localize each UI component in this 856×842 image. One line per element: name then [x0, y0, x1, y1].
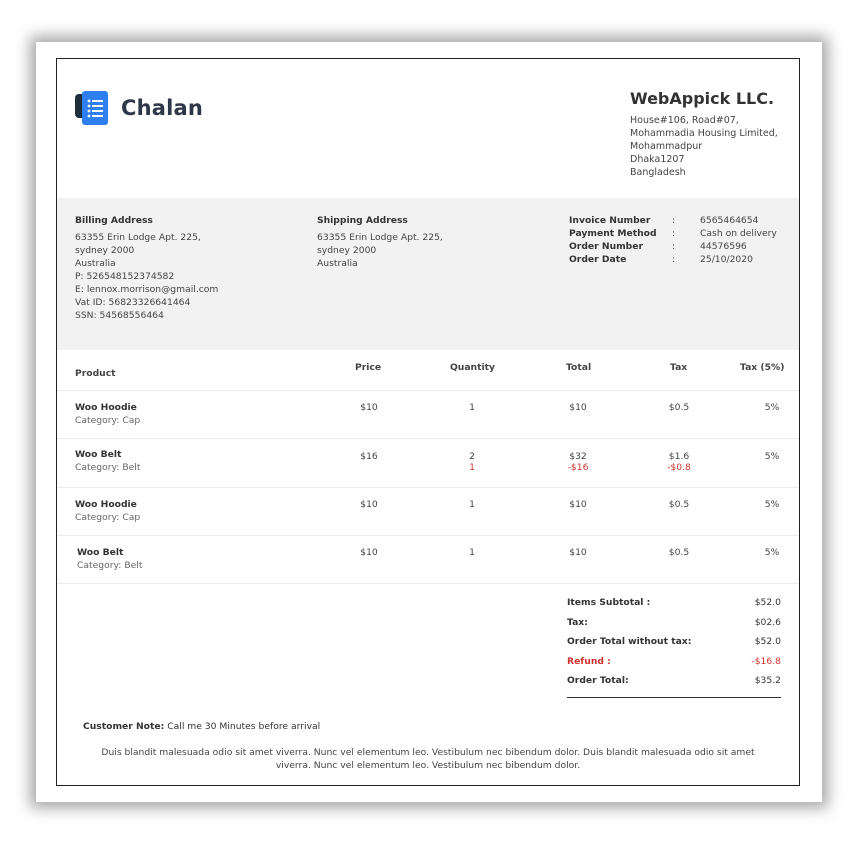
tax-pct-cell: 5%	[764, 547, 780, 558]
tax-refund: -$0.8	[667, 462, 691, 473]
totals-label: Tax:	[567, 616, 588, 628]
total-cell: $10	[569, 547, 587, 558]
meta-colon: :	[672, 215, 676, 226]
header-price: Price	[355, 362, 382, 373]
meta-invoice-number	[569, 214, 800, 227]
meta-colon: :	[672, 254, 676, 265]
product-category: Category: Cap	[75, 512, 141, 523]
product-cell	[75, 449, 140, 473]
totals-block	[567, 597, 781, 698]
billing-email: E: lennox.morrison@gmail.com	[75, 284, 219, 295]
meta-value: Cash on delivery	[700, 228, 777, 239]
price-cell: $10	[360, 547, 378, 558]
quantity-cell: 1	[469, 547, 475, 558]
price-cell: $10	[360, 499, 378, 510]
invoice-page	[56, 58, 800, 786]
meta-label: Order Number	[569, 241, 644, 252]
totals-value: $02.6	[754, 616, 781, 628]
customer-note	[83, 721, 320, 732]
meta-colon: :	[672, 228, 676, 239]
meta-order-number	[569, 240, 800, 253]
meta-payment-method	[569, 227, 800, 240]
company-address-line: House#106, Road#07,	[630, 115, 739, 126]
billing-line: 63355 Erin Lodge Apt. 225,	[75, 232, 201, 243]
meta-label: Order Date	[569, 254, 627, 265]
tax-value: $1.6	[668, 451, 690, 462]
meta-label: Payment Method	[569, 228, 657, 239]
meta-label: Invoice Number	[569, 215, 651, 226]
company-address-line: Mohammadia Housing Limited,	[630, 128, 778, 139]
customer-note-label: Customer Note:	[83, 721, 165, 732]
tax-cell: $0.5	[668, 547, 690, 558]
meta-value: 6565464654	[700, 215, 759, 226]
header-total: Total	[566, 362, 592, 373]
total-without-tax-row	[567, 636, 781, 656]
header-tax: Tax	[670, 362, 688, 373]
billing-phone: P: 526548152374582	[75, 271, 175, 282]
table-header	[57, 350, 799, 391]
quantity-cell: 1	[469, 499, 475, 510]
totals-value: $52.0	[754, 636, 781, 647]
totals-label: Order Total:	[567, 675, 629, 686]
subtotal-row	[567, 597, 781, 617]
total-value: $32	[569, 451, 587, 462]
billing-vat: Vat ID: 56823326641464	[75, 297, 191, 308]
price-cell: $10	[360, 402, 378, 413]
company-address-line: Bangladesh	[630, 167, 686, 178]
tax-cell: $0.5	[668, 499, 690, 510]
meta-value: 44576596	[700, 241, 747, 252]
totals-label: Order Total without tax:	[567, 636, 692, 647]
header-quantity: Quantity	[450, 362, 496, 373]
brand-logo	[75, 91, 203, 125]
shipping-line: Australia	[317, 258, 358, 269]
refund-row	[567, 656, 781, 676]
table-row	[57, 535, 799, 584]
order-meta	[569, 214, 800, 266]
totals-divider	[567, 697, 781, 698]
shipping-line: 63355 Erin Lodge Apt. 225,	[317, 232, 443, 243]
customer-note-text: Call me 30 Minutes before arrival	[167, 721, 321, 732]
shipping-title: Shipping Address	[317, 215, 408, 226]
tax-pct-cell: 5%	[764, 402, 780, 413]
totals-value: $35.2	[754, 675, 781, 686]
product-name: Woo Hoodie	[75, 402, 137, 413]
tax-cell	[659, 451, 699, 473]
product-name: Woo Belt	[75, 449, 122, 460]
product-cell	[77, 547, 142, 571]
billing-line: sydney 2000	[75, 245, 135, 256]
product-category: Category: Belt	[77, 560, 143, 571]
total-cell	[558, 451, 598, 473]
product-category: Category: Cap	[75, 415, 141, 426]
brand-name: Chalan	[121, 96, 204, 120]
info-band	[57, 198, 799, 350]
meta-colon: :	[672, 241, 676, 252]
tax-pct-cell: 5%	[764, 451, 780, 462]
company-address-line: Dhaka1207	[630, 154, 685, 165]
totals-label: Refund :	[567, 655, 611, 667]
table-row	[57, 438, 799, 488]
receipt-icon	[75, 91, 113, 125]
shipping-line: sydney 2000	[317, 245, 377, 256]
meta-order-date	[569, 253, 800, 266]
billing-line: Australia	[75, 258, 116, 269]
company-name: WebAppick LLC.	[630, 89, 775, 108]
billing-address	[75, 214, 275, 322]
total-cell: $10	[569, 402, 587, 413]
shipping-address	[317, 214, 517, 270]
product-cell	[75, 499, 140, 523]
price-cell: $16	[360, 451, 378, 462]
table-row	[57, 487, 799, 536]
tax-cell: $0.5	[668, 402, 690, 413]
totals-value: $52.0	[754, 597, 781, 608]
company-address-line: Mohammadpur	[630, 141, 703, 152]
product-name: Woo Belt	[77, 547, 124, 558]
product-name: Woo Hoodie	[75, 499, 137, 510]
billing-title: Billing Address	[75, 215, 153, 226]
quantity-value: 2	[469, 451, 475, 462]
product-category: Category: Belt	[75, 462, 141, 473]
total-cell: $10	[569, 499, 587, 510]
company-block	[630, 89, 795, 179]
quantity-cell	[457, 451, 487, 473]
billing-ssn: SSN: 54568556464	[75, 310, 164, 321]
header-tax-pct: Tax (5%)	[740, 362, 785, 373]
header-product: Product	[75, 368, 116, 379]
quantity-cell: 1	[469, 402, 475, 413]
meta-value: 25/10/2020	[700, 254, 753, 265]
tax-row	[567, 617, 781, 637]
table-row	[57, 390, 799, 439]
footer-text: Duis blandit malesuada odio sit amet viverra. Nunc vel elementum leo. Vestibulum nec bibendum dolor. Duis blandit malesuada odio sit amet viverra. Nunc vel elementum leo. Vestibulum nec bibendum dolor.	[101, 747, 755, 771]
totals-value: -$16.8	[751, 655, 781, 667]
product-cell	[75, 402, 140, 426]
totals-label: Items Subtotal :	[567, 597, 651, 608]
tax-pct-cell: 5%	[764, 499, 780, 510]
total-refund: -$16	[567, 462, 589, 473]
order-total-row	[567, 675, 781, 695]
quantity-refund: 1	[469, 462, 475, 473]
